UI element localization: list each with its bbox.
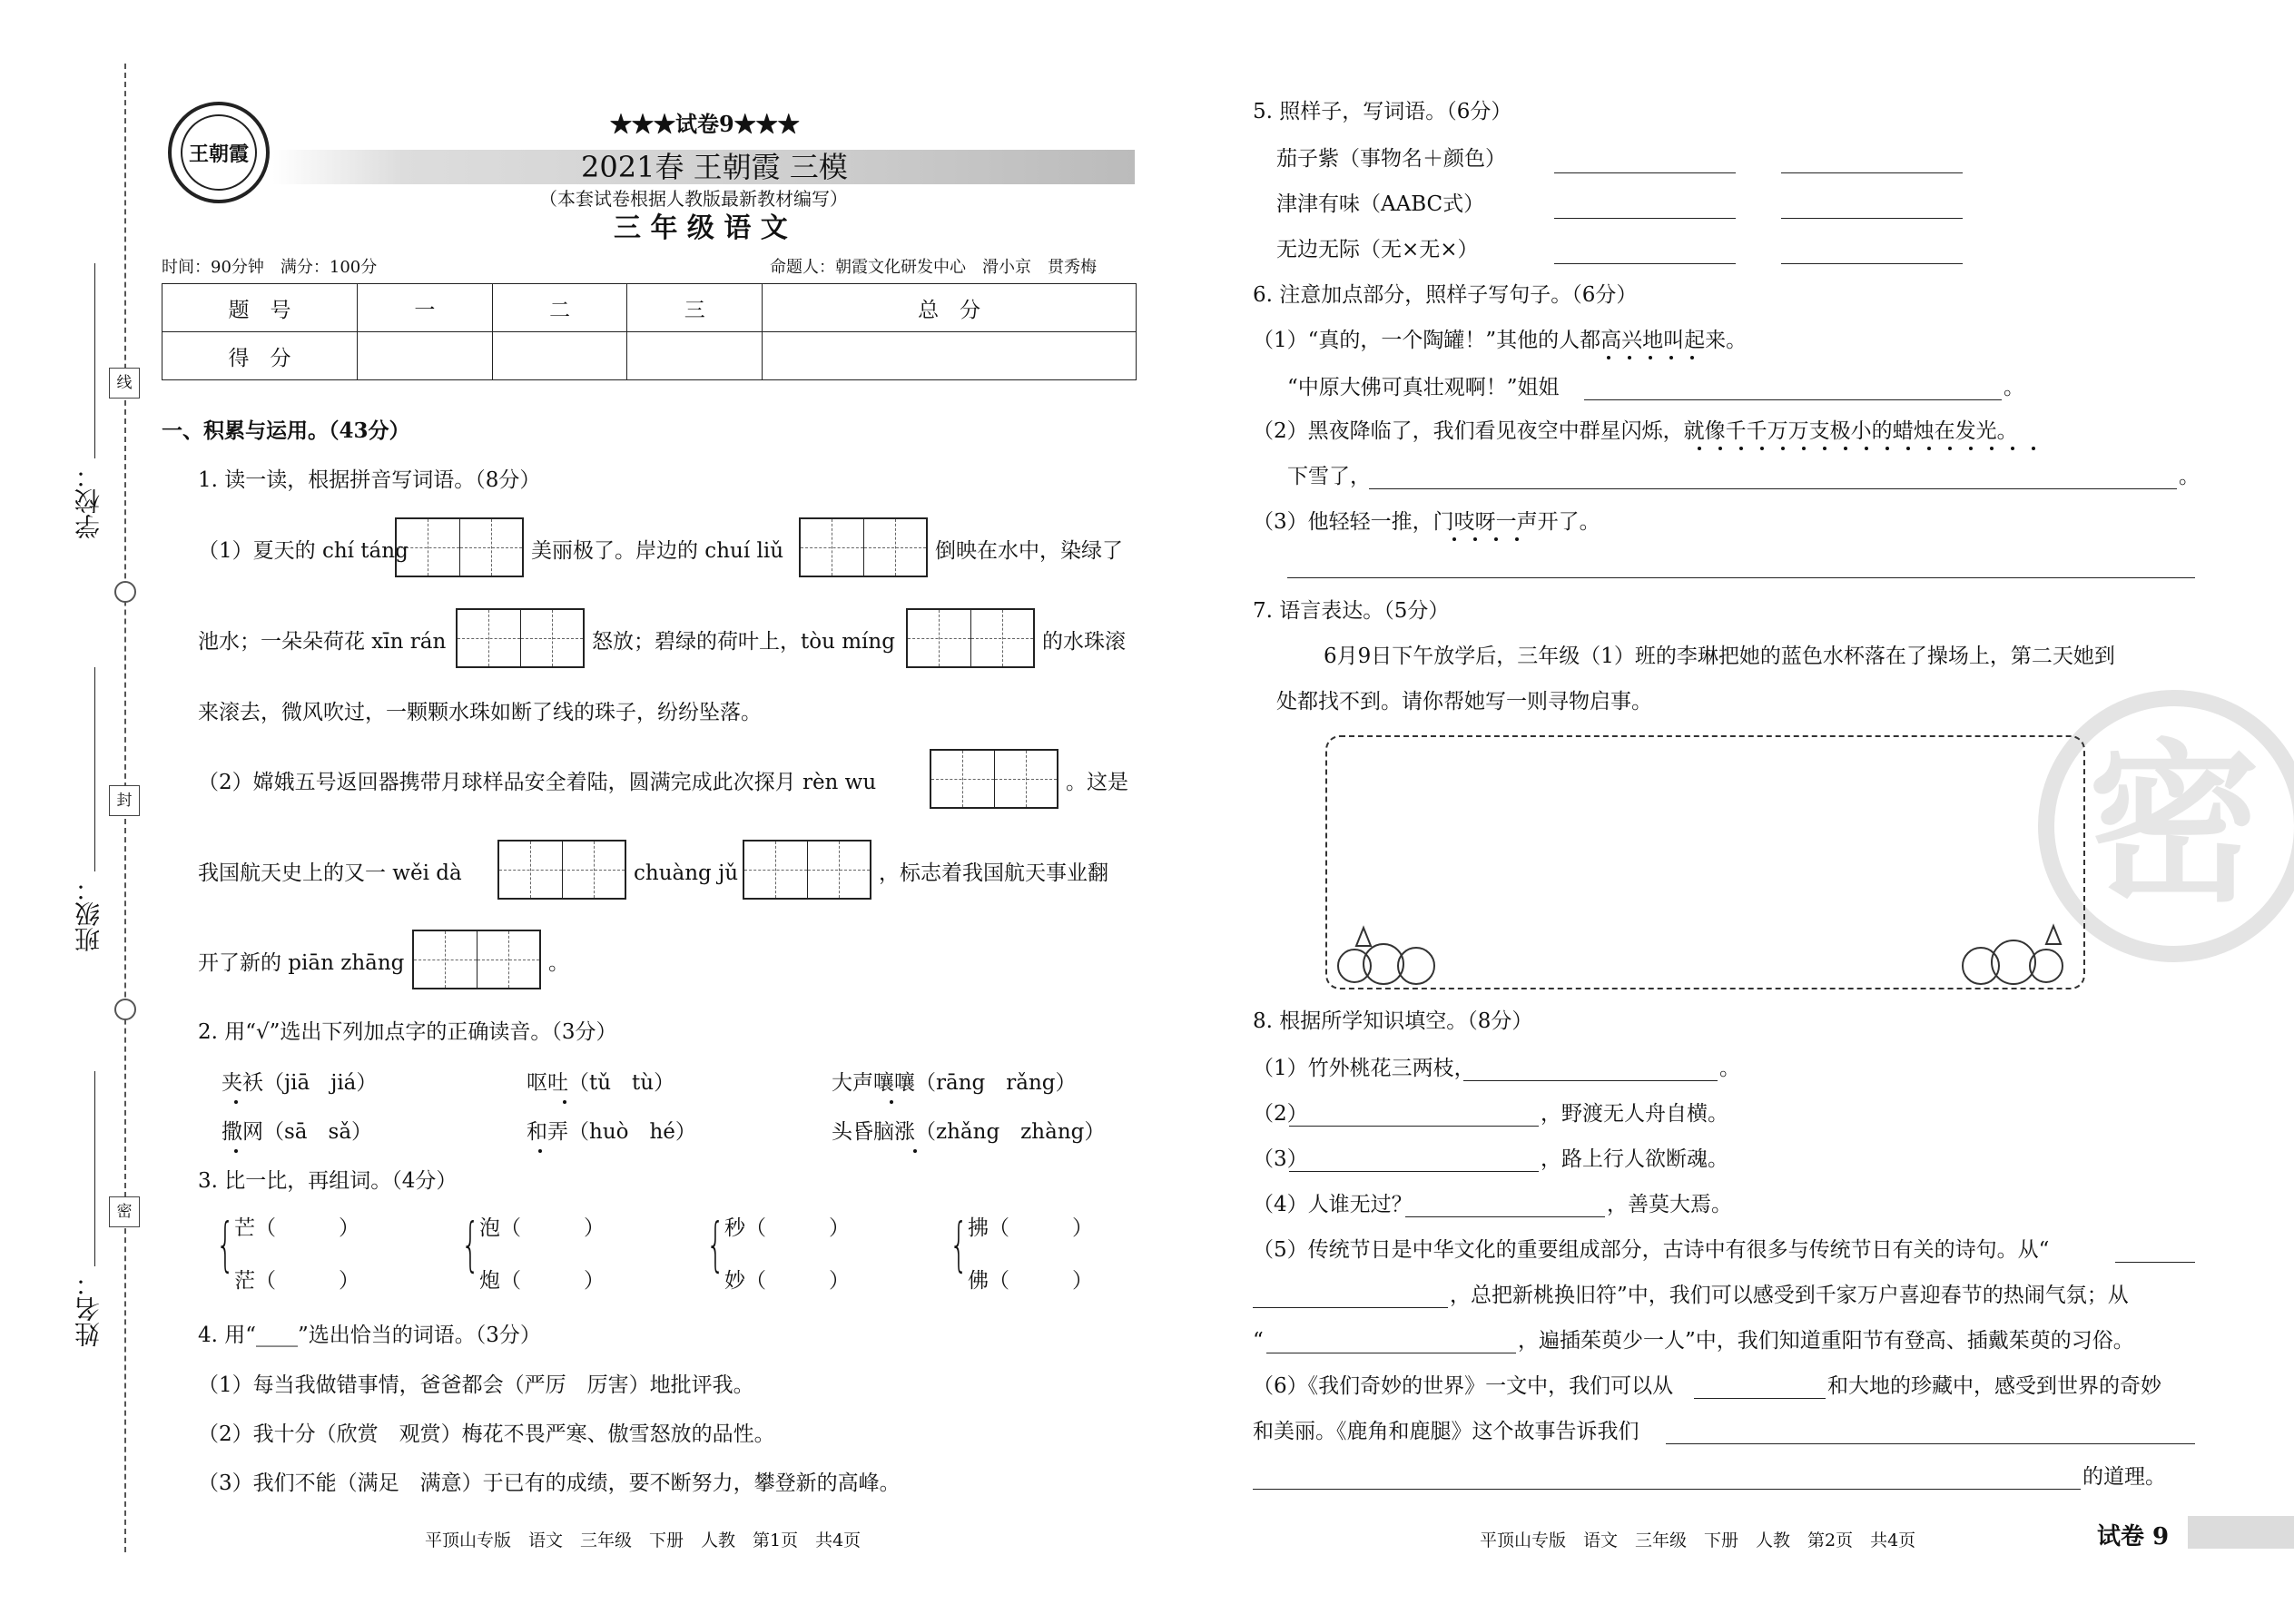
time-info: 时间：90分钟 满分：100分 — [162, 258, 378, 277]
q3-word[interactable]: 炮（ ） — [479, 1269, 605, 1293]
emphasis-dot — [563, 1100, 566, 1104]
emphasis-dot — [1781, 447, 1785, 450]
name-label: 姓名： — [74, 1271, 103, 1347]
score-cell: 得 分 — [162, 332, 358, 380]
q5-item: 无边无际（无×无×） — [1276, 238, 1479, 261]
q1-text: 我国航天史上的又一 wěi dà — [198, 861, 462, 885]
score-input[interactable] — [763, 332, 1137, 380]
answer-line[interactable] — [1694, 1398, 1826, 1399]
q8-text: ，总把新桃换旧符”中，我们可以感受到千家万户喜迎春节的热闹气氛；从 — [1450, 1284, 2129, 1307]
emphasis-dot — [1452, 537, 1456, 541]
q3-word[interactable]: 泡（ ） — [479, 1216, 605, 1240]
emphasis-dot — [1844, 447, 1847, 450]
q8-text: （1）竹外桃花三两枝， — [1253, 1057, 1475, 1080]
score-table — [162, 283, 1137, 380]
emphasis-dot — [1628, 356, 1631, 359]
q1-text: （1）夏天的 chí táng — [198, 539, 409, 563]
answer-line[interactable] — [2115, 1262, 2195, 1263]
binding-mark-xian: 线 — [109, 368, 140, 399]
q8-text: （3） — [1253, 1147, 1308, 1171]
q3-title: 3. 比一比，再组词。（4分） — [198, 1169, 458, 1193]
exam-subtitle: （本套试卷根据人教版最新教材编写） — [539, 188, 848, 210]
emphasis-dot — [1865, 447, 1868, 450]
q8-text: ，野渡无人舟自横。 — [1541, 1102, 1728, 1126]
footer-right: 平顶山专版 语文 三年级 下册 人教 第2页 共4页 — [1480, 1530, 1916, 1550]
authors: 命题人：朝霞文化研发中心 滑小京 贯秀梅 — [770, 258, 1097, 277]
school-label: 学校： — [74, 463, 103, 539]
pinyin-grid-chitang[interactable] — [395, 517, 524, 577]
q7-title: 7. 语言表达。（5分） — [1253, 599, 1450, 623]
score-row-header — [162, 284, 1137, 332]
q4-title: 4. 用“____”选出恰当的词语。（3分） — [198, 1324, 541, 1347]
emphasis-dot — [2032, 447, 2035, 450]
q8-text: ，遍插茱萸少一人”中，我们知道重阳节有登高、插戴茱萸的习俗。 — [1518, 1329, 2134, 1353]
binding-hole — [114, 999, 136, 1020]
emphasis-dot — [234, 1100, 238, 1104]
answer-line[interactable] — [1554, 263, 1736, 264]
emphasis-dot — [1802, 447, 1806, 450]
emphasis-dot — [1927, 447, 1931, 450]
q2-option[interactable]: 撒网（sā sǎ） — [222, 1120, 373, 1144]
section-heading: 一、积累与运用。（43分） — [162, 418, 410, 443]
q6-title: 6. 注意加点部分，照样子写句子。（6分） — [1253, 283, 1638, 307]
paper-badge: 试卷 9 — [2097, 1523, 2170, 1550]
q3-word[interactable]: 妙（ ） — [724, 1269, 850, 1293]
writing-box[interactable] — [1325, 735, 2085, 989]
q1-text: 来滚去，微风吹过，一颗颗水珠如断了线的珠子，纷纷坠落。 — [198, 701, 762, 724]
pinyin-grid-weida[interactable] — [497, 840, 626, 900]
q1-text: 开了新的 piān zhāng — [198, 951, 405, 975]
watermark-seal: 密 — [2038, 690, 2294, 962]
q1-text: 倒映在水中，染绿了 — [935, 539, 1123, 563]
score-cell: 一 — [358, 284, 493, 332]
class-field[interactable] — [94, 667, 95, 871]
q1-text: 。 — [548, 951, 569, 975]
q1-text: chuàng jǔ — [634, 861, 739, 885]
q2-title: 2. 用“√”选出下列加点字的正确读音。（3分） — [198, 1020, 617, 1044]
emphasis-dot — [1718, 447, 1722, 450]
q1-text: 的水珠滚 — [1042, 630, 1126, 654]
answer-line[interactable] — [1369, 488, 2177, 489]
q8-text: （5）传统节日是中华文化的重要组成部分，古诗中有很多与传统节日有关的诗句。从“ — [1253, 1238, 2050, 1262]
emphasis-dot — [1990, 447, 1994, 450]
q7-paragraph: 处都找不到。请你帮她写一则寻物启事。 — [1276, 690, 1652, 714]
name-field[interactable] — [94, 1071, 95, 1266]
emphasis-dot — [1690, 356, 1694, 359]
score-cell: 题 号 — [162, 284, 358, 332]
q3-word[interactable]: 拂（ ） — [968, 1216, 1093, 1240]
brace: { — [216, 1212, 235, 1279]
emphasis-dot — [1948, 447, 1952, 450]
emphasis-dot — [1823, 447, 1826, 450]
binding-mark-feng: 封 — [109, 785, 140, 816]
pinyin-grid-renwu[interactable] — [930, 749, 1058, 809]
score-input[interactable] — [492, 332, 627, 380]
answer-line[interactable] — [1781, 218, 1963, 219]
answer-line[interactable] — [1781, 172, 1963, 173]
brand-logo: 王朝霞 — [168, 102, 270, 203]
school-field[interactable] — [94, 263, 95, 458]
corner-strip — [2188, 1516, 2294, 1549]
q2-option[interactable]: 和弄（huò hé） — [527, 1120, 696, 1144]
score-cell: 三 — [627, 284, 763, 332]
cartoon-animals-icon — [1944, 919, 2081, 988]
emphasis-dot — [1669, 356, 1673, 359]
q4-item[interactable]: （3）我们不能（满足 满意）于已有的成绩，要不断努力，攀登新的高峰。 — [198, 1471, 901, 1495]
q2-option[interactable]: 大声嚷嚷（rāng rǎng） — [832, 1071, 1077, 1095]
q5-title: 5. 照样子，写词语。（6分） — [1253, 100, 1512, 123]
answer-line[interactable] — [1287, 577, 2195, 578]
q8-text: “ — [1253, 1329, 1264, 1353]
q1-text: （2）嫦娥五号返回器携带月球样品安全着陆，圆满完成此次探月 rèn wu — [198, 771, 877, 794]
q8-text: 的道理。 — [2082, 1465, 2166, 1489]
brace: { — [706, 1212, 725, 1279]
q7-paragraph: 6月9日下午放学后，三年级（1）班的李琳把她的蓝色水杯落在了操场上，第二天她到 — [1324, 645, 2115, 668]
answer-line[interactable] — [1289, 1171, 1539, 1172]
class-label: 班级： — [74, 876, 103, 952]
q1-text: 美丽极了。岸边的 chuí liǔ — [531, 539, 784, 563]
q1-title: 1. 读一读，根据拼音写词语。（8分） — [198, 468, 541, 492]
emphasis-dot — [1969, 447, 1973, 450]
score-input[interactable] — [358, 332, 493, 380]
answer-line[interactable] — [1289, 1126, 1539, 1127]
q8-text: 。 — [1719, 1057, 1740, 1080]
q8-text: （6）《我们奇妙的世界》一文中，我们可以从 — [1253, 1374, 1674, 1398]
answer-line[interactable] — [1554, 172, 1736, 173]
subject-title: 三 年 级 语 文 — [614, 212, 788, 244]
emphasis-dot — [538, 1149, 542, 1153]
answer-line[interactable] — [1405, 1216, 1605, 1217]
q5-item: 茄子紫（事物名＋颜色） — [1276, 147, 1506, 171]
cartoon-animals-icon — [1327, 919, 1463, 988]
emphasis-dot — [1494, 537, 1498, 541]
answer-line[interactable] — [1584, 399, 2002, 400]
pinyin-grid-xinran[interactable] — [456, 608, 585, 668]
q5-item: 津津有味（AABC式） — [1276, 192, 1485, 216]
pinyin-grid-chuiliu[interactable] — [799, 517, 928, 577]
emphasis-dot — [1473, 537, 1477, 541]
emphasis-dot — [1760, 447, 1764, 450]
emphasis-dot — [1906, 447, 1910, 450]
q8-title: 8. 根据所学知识填空。（8分） — [1253, 1009, 1533, 1033]
q6-prompt: 下雪了， — [1287, 465, 1371, 488]
series-label: ★★★试卷9★★★ — [610, 111, 800, 137]
q8-text: 和大地的珍藏中，感受到世界的奇妙 — [1827, 1374, 2161, 1398]
q8-text: （2） — [1253, 1102, 1308, 1126]
q6-sentence: （1）“真的，一个陶罐！”其他的人都高兴地叫起来。 — [1253, 329, 1748, 352]
answer-line[interactable] — [1554, 218, 1736, 219]
exam-title: 2021春 王朝霞 三模 — [581, 150, 848, 184]
q1-text: 池水；一朵朵荷花 xīn rán — [198, 630, 447, 654]
answer-line[interactable] — [1253, 1307, 1448, 1308]
pinyin-grid-chuangju[interactable] — [743, 840, 871, 900]
q2-option[interactable]: 夹袄（jiā jiá） — [222, 1071, 378, 1095]
binding-hole — [114, 581, 136, 603]
q8-text: 和美丽。《鹿角和鹿腿》这个故事告诉我们 — [1253, 1420, 1639, 1443]
q2-option[interactable]: 头昏脑涨（zhǎng zhàng） — [832, 1120, 1106, 1144]
q1-text: 怒放；碧绿的荷叶上，tòu míng — [592, 630, 895, 654]
footer-left: 平顶山专版 语文 三年级 下册 人教 第1页 共4页 — [425, 1530, 861, 1550]
emphasis-dot — [1698, 447, 1701, 450]
q6-sentence: （3）他轻轻一推，门吱呀一声开了。 — [1253, 510, 1600, 534]
q6-prompt: 。 — [2179, 465, 2200, 488]
q3-word[interactable]: 佛（ ） — [968, 1269, 1093, 1293]
emphasis-dot — [1885, 447, 1889, 450]
q4-item[interactable]: （1）每当我做错事情，爸爸都会（严厉 厉害）地批评我。 — [198, 1373, 754, 1397]
q1-text: ，标志着我国航天事业翻 — [879, 861, 1108, 885]
answer-line[interactable] — [1253, 1489, 2081, 1490]
emphasis-dot — [2011, 447, 2014, 450]
q1-text: 。这是 — [1066, 771, 1128, 794]
answer-line[interactable] — [1781, 263, 1963, 264]
score-cell: 二 — [492, 284, 627, 332]
q6-prompt: 。 — [2004, 376, 2024, 399]
q3-word[interactable]: 秒（ ） — [724, 1216, 850, 1240]
emphasis-dot — [1649, 356, 1652, 359]
binding-mark-mi: 密 — [109, 1196, 140, 1227]
emphasis-dot — [1607, 356, 1610, 359]
answer-line[interactable] — [1463, 1080, 1718, 1081]
q8-text: ，善莫大焉。 — [1607, 1193, 1732, 1216]
q3-word[interactable]: 芒（ ） — [234, 1216, 359, 1240]
score-row-values — [162, 332, 1137, 380]
score-cell: 总 分 — [763, 284, 1137, 332]
answer-line[interactable] — [1666, 1443, 2195, 1444]
pinyin-grid-pianzhang[interactable] — [412, 930, 541, 989]
q6-sentence: （2）黑夜降临了，我们看见夜空中群星闪烁，就像千千万万支极小的蜡烛在发光。 — [1253, 419, 2018, 443]
emphasis-dot — [234, 1149, 238, 1153]
q8-text: ，路上行人欲断魂。 — [1541, 1147, 1728, 1171]
q4-item[interactable]: （2）我十分（欣赏 观赏）梅花不畏严寒、傲雪怒放的品性。 — [198, 1422, 775, 1446]
brace: { — [461, 1212, 480, 1279]
emphasis-dot — [1515, 537, 1519, 541]
emphasis-dot — [1739, 447, 1743, 450]
emphasis-dot — [890, 1100, 893, 1104]
q3-word[interactable]: 茫（ ） — [234, 1269, 359, 1293]
brace: { — [950, 1212, 969, 1279]
q8-text: （4）人谁无过？ — [1253, 1193, 1413, 1216]
q2-option[interactable]: 呕吐（tǔ tù） — [527, 1071, 675, 1095]
score-input[interactable] — [627, 332, 763, 380]
emphasis-dot — [913, 1149, 917, 1153]
pinyin-grid-touming[interactable] — [906, 608, 1035, 668]
q6-prompt: “中原大佛可真壮观啊！”姐姐 — [1287, 376, 1560, 399]
